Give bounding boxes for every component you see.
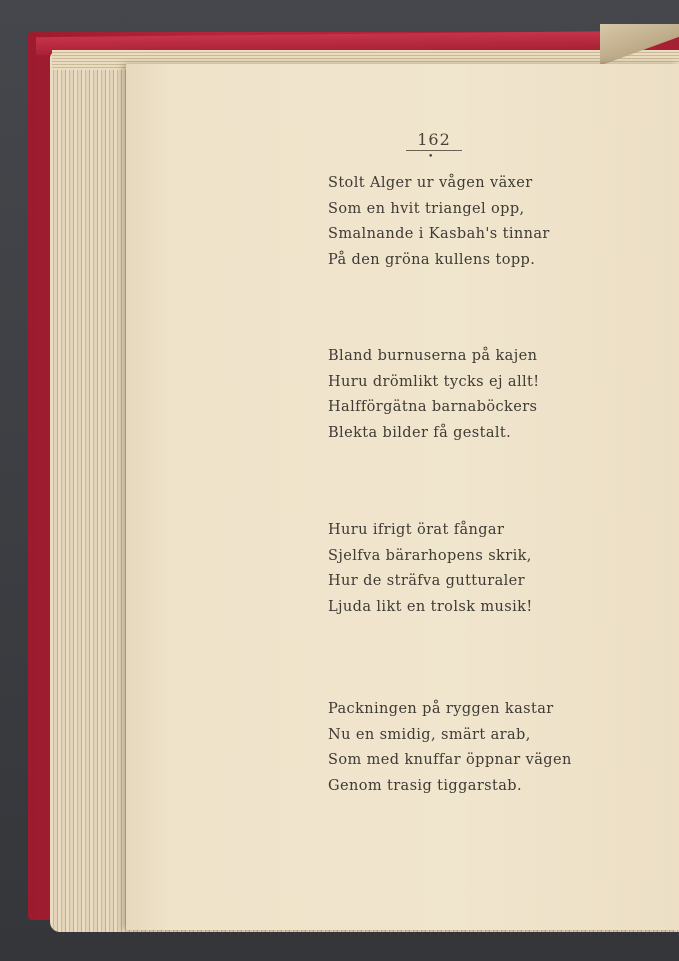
- verse-line: Huru ifrigt örat fångar: [328, 522, 505, 538]
- stanza-4: [328, 697, 628, 799]
- verse-line: Bland burnuserna på kajen: [328, 348, 538, 364]
- verse-line: På den gröna kullens topp.: [328, 251, 536, 268]
- verse-line: Nu en smidig, smärt arab,: [328, 726, 531, 743]
- verse-line: Genom trasig tiggarstab.: [328, 777, 522, 794]
- cover-corner-wear: [600, 24, 679, 64]
- verse-line: Som en hvit triangel opp,: [328, 200, 525, 217]
- verse-line: Packningen på ryggen kastar: [328, 701, 554, 717]
- verse-line: Sjelfva bärarhopens skrik,: [328, 547, 532, 564]
- verse-line: Smalnande i Kasbah's tinnar: [328, 226, 550, 242]
- page-number: 162: [417, 130, 451, 149]
- verse-line: Halfförgätna barnaböckers: [328, 399, 538, 415]
- page-number-rule: [406, 150, 462, 151]
- stanza-1: [328, 171, 628, 273]
- verse-line: Ljuda likt en trolsk musik!: [328, 598, 533, 615]
- verse-line: Huru drömlikt tycks ej allt!: [328, 373, 540, 390]
- verse-line: Som med knuffar öppnar vägen: [328, 752, 572, 768]
- verse-line: Hur de sträfva gutturaler: [328, 573, 525, 589]
- stanza-3: [328, 518, 628, 620]
- verse-line: Stolt Alger ur vågen växer: [328, 175, 533, 191]
- stanza-2: [328, 344, 628, 446]
- printer-mark: •: [428, 152, 434, 162]
- verse-line: Blekta bilder få gestalt.: [328, 424, 512, 441]
